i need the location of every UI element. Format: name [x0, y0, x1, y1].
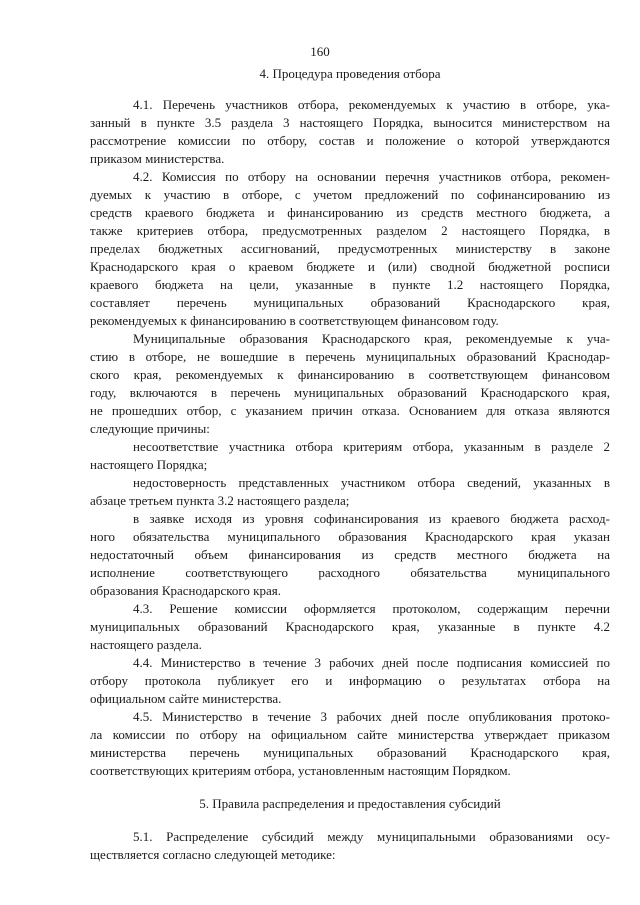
text-line: в заявке исходя из уровня софинансирования из краевого бюджета расход- — [133, 511, 610, 526]
text-line: средств краевого бюджета и финансированию из средств местного бюджета, а — [90, 205, 610, 220]
text-line: недостаточный объем финансирования из средств местного бюджета на — [90, 547, 610, 562]
text-line: 4.5. Министерство в течение 3 рабочих дней после опубликования протоко- — [133, 709, 610, 724]
page-number: 160 — [310, 44, 330, 59]
text-line: краевого бюджета на цели, указанные в пункте 1.2 настоящего Порядка, — [90, 277, 610, 292]
text-line: ществляется согласно следующей методике: — [90, 847, 336, 862]
text-line: несоответствие участника отбора критериям отбора, указанным в разделе 2 — [133, 439, 610, 454]
text-line: министерства перечень муниципальных образований Краснодарского края, — [90, 745, 610, 760]
section-4-title: 4. Процедура проведения отбора — [259, 66, 441, 81]
text-line: 4.4. Министерство в течение 3 рабочих дней после подписания комиссией по — [133, 655, 610, 670]
section-5-title: 5. Правила распределения и предоставления субсидий — [199, 796, 501, 811]
text-line: 4.2. Комиссия по отбору на основании перечня участников отбора, рекомен- — [133, 169, 610, 184]
text-line: пределах бюджетных ассигнований, предусмотренных министерству в законе — [90, 241, 610, 256]
text-line: ного обязательства муниципального образования Краснодарского края указан — [90, 529, 610, 544]
text-line: приказом министерства. — [90, 151, 225, 166]
text-line: Краснодарского края о краевом бюджете и (или) сводной бюджетной росписи — [90, 259, 610, 274]
text-line: также критериев отбора, предусмотренных разделом 2 настоящего Порядка, в — [90, 223, 610, 238]
text-line: настоящего раздела. — [90, 637, 202, 652]
text-line: 5.1. Распределение субсидий между муниципальными образованиями осу- — [133, 829, 610, 844]
text-line: дуемых к участию в отборе, с учетом предложений по софинансированию из — [90, 187, 610, 202]
text-line: исполнение соответствующего расходного обязательства муниципального — [90, 565, 610, 580]
text-line: соответствующих критериям отбора, установленным настоящим Порядком. — [90, 763, 511, 778]
text-line: официальном сайте министерства. — [90, 691, 282, 706]
text-line: недостоверность представленных участником отбора сведений, указанных в — [133, 475, 610, 490]
text-line: ского края, рекомендуемых к финансированию в соответствующем финансовом — [90, 367, 610, 382]
text-line: образования Краснодарского края. — [90, 583, 282, 598]
text-line: следующие причины: — [90, 421, 210, 436]
text-line: не прошедших отбор, с указанием причин отказа. Основанием для отказа являются — [90, 403, 610, 418]
text-line: стию в отборе, не вошедшие в перечень муниципальных образований Краснодар- — [90, 349, 610, 364]
text-line: отбору протокола публикует его и информацию о результатах отбора на — [90, 673, 610, 688]
text-line: занный в пункте 3.5 раздела 3 настоящего Порядка, выносится министерством на — [90, 115, 610, 130]
text-line: рассмотрение комиссии по отбору, состав и положение о которой утверждаются — [90, 133, 610, 148]
text-line: рекомендуемых к финансированию в соответствующем финансовом году. — [90, 313, 499, 328]
text-line: настоящего Порядка; — [90, 457, 208, 472]
text-line: 4.1. Перечень участников отбора, рекомендуемых к участию в отборе, ука- — [133, 97, 610, 112]
text-line: году, включаются в перечень муниципальных образований Краснодарского края, — [90, 385, 610, 400]
text-line: абзаце третьем пункта 3.2 настоящего раздела; — [90, 493, 350, 508]
text-line: муниципальных образований Краснодарского края, указанные в пункте 4.2 — [90, 619, 610, 634]
text-line: составляет перечень муниципальных образований Краснодарского края, — [90, 295, 610, 310]
text-line: ла комиссии по отбору на официальном сайте министерства утверждает приказом — [90, 727, 610, 742]
text-line: Муниципальные образования Краснодарского края, рекомендуемые к уча- — [133, 331, 610, 346]
text-line: 4.3. Решение комиссии оформляется протоколом, содержащим перечни — [133, 601, 610, 616]
